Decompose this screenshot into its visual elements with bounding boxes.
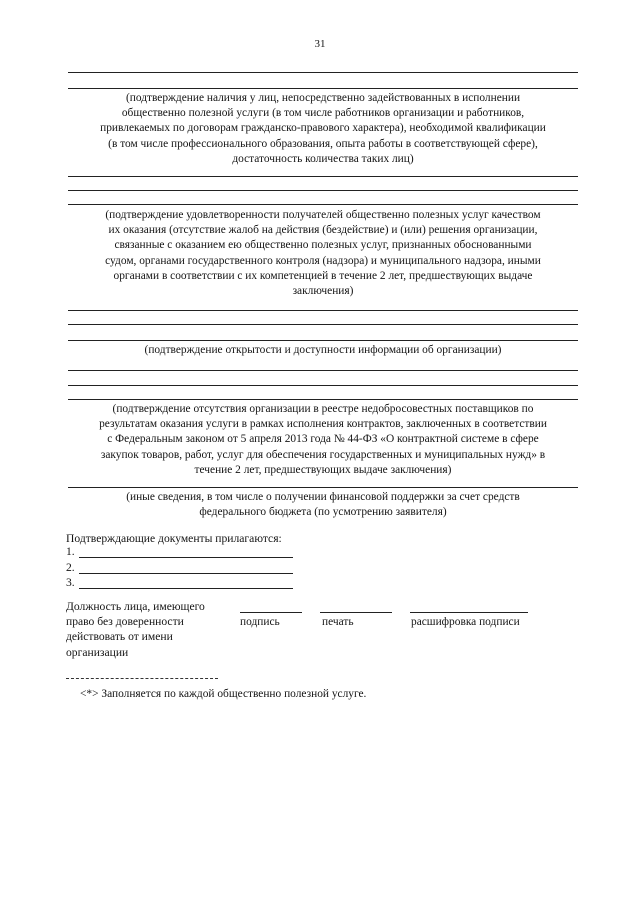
fill-line xyxy=(68,310,578,311)
attachment-fill-line xyxy=(79,573,293,574)
caption-line: с Федеральным законом от 5 апреля 2013 года № 44-ФЗ «О контрактной системе в сфере xyxy=(107,433,539,446)
fill-line xyxy=(68,72,578,73)
signatory-label-line: организации xyxy=(66,645,129,659)
stamp-caption: печать xyxy=(322,616,354,628)
page-number: 31 xyxy=(314,38,326,50)
footnote: <*> Заполняется по каждой общественно полезной услуге. xyxy=(80,688,367,700)
signatory-label-line: право без доверенности xyxy=(66,615,184,629)
fill-line xyxy=(68,190,578,191)
caption-other-information xyxy=(68,490,578,520)
attachments-title: Подтверждающие документы прилагаются: xyxy=(66,532,282,545)
caption-line: результатам оказания услуги в рамках исполнения контрактов, заключенных в соответствии xyxy=(99,418,547,431)
caption-line: связанные с оказанием ею общественно полезных услуг, признанных обоснованными xyxy=(114,239,532,252)
fill-line xyxy=(68,340,578,341)
caption-line: судом, органами государственного контроля (надзора) и муниципального надзора, иными xyxy=(105,254,541,267)
caption-line: (подтверждение открытости и доступности информации об организации) xyxy=(144,344,502,356)
caption-line: федерального бюджета (по усмотрению заявителя) xyxy=(199,506,447,519)
fill-line xyxy=(68,487,578,488)
caption-line: (подтверждение удовлетворенности получателей общественно полезных услуг качеством xyxy=(105,209,541,221)
caption-line: достаточность количества таких лиц) xyxy=(232,152,414,165)
decoding-caption: расшифровка подписи xyxy=(411,616,520,628)
footnote-separator xyxy=(66,678,218,679)
caption-line: заключения) xyxy=(292,285,354,298)
fill-line xyxy=(68,385,578,386)
signature-caption: подпись xyxy=(240,616,280,628)
signatory-position-label xyxy=(66,599,205,660)
fill-line xyxy=(68,176,578,177)
stamp-fill-line xyxy=(320,612,392,613)
attachment-fill-line xyxy=(79,588,293,589)
fill-line xyxy=(68,324,578,325)
caption-line: их оказания (отсутствие жалоб на действия (бездействие) и (или) решения организации, xyxy=(108,224,538,237)
caption-line: (в том числе профессионального образования, опыта работы в соответствующей сфере), xyxy=(108,137,538,150)
caption-line: (иные сведения, в том числе о получении финансовой поддержки за счет средств xyxy=(126,491,520,503)
fill-line xyxy=(68,88,578,89)
caption-recipient-satisfaction xyxy=(68,208,578,299)
caption-staff-qualification xyxy=(68,91,578,167)
attachment-number: 2. xyxy=(66,561,75,574)
caption-line: закупок товаров, работ, услуг для обеспечения государственных и муниципальных нужд» в xyxy=(100,448,546,461)
fill-line xyxy=(68,370,578,371)
caption-line: привлекаемых по договорам гражданско-правового характера), необходимой квалификации xyxy=(100,122,546,135)
caption-line: органами в соответствии с их компетенцией в течение 2 лет, предшествующих выдаче xyxy=(113,269,533,282)
fill-line xyxy=(68,204,578,205)
caption-line: (подтверждение отсутствия организации в реестре недобросовестных поставщиков по xyxy=(112,403,534,415)
attachment-number: 1. xyxy=(66,545,75,558)
signatory-label-line: Должность лица, имеющего xyxy=(66,600,205,613)
caption-line: общественно полезной услуги (в том числе работников организации и работников, xyxy=(121,107,525,120)
attachment-number: 3. xyxy=(66,576,75,589)
signature-fill-line xyxy=(240,612,302,613)
decoding-fill-line xyxy=(410,612,528,613)
fill-line xyxy=(68,399,578,400)
caption-unfair-suppliers-registry xyxy=(68,402,578,478)
signatory-label-line: действовать от имени xyxy=(66,630,173,644)
attachment-fill-line xyxy=(79,557,293,558)
caption-line: течение 2 лет, предшествующих выдаче заключения) xyxy=(194,463,452,476)
caption-line: (подтверждение наличия у лиц, непосредственно задействованных в исполнении xyxy=(125,92,521,104)
caption-information-openness xyxy=(68,343,578,358)
